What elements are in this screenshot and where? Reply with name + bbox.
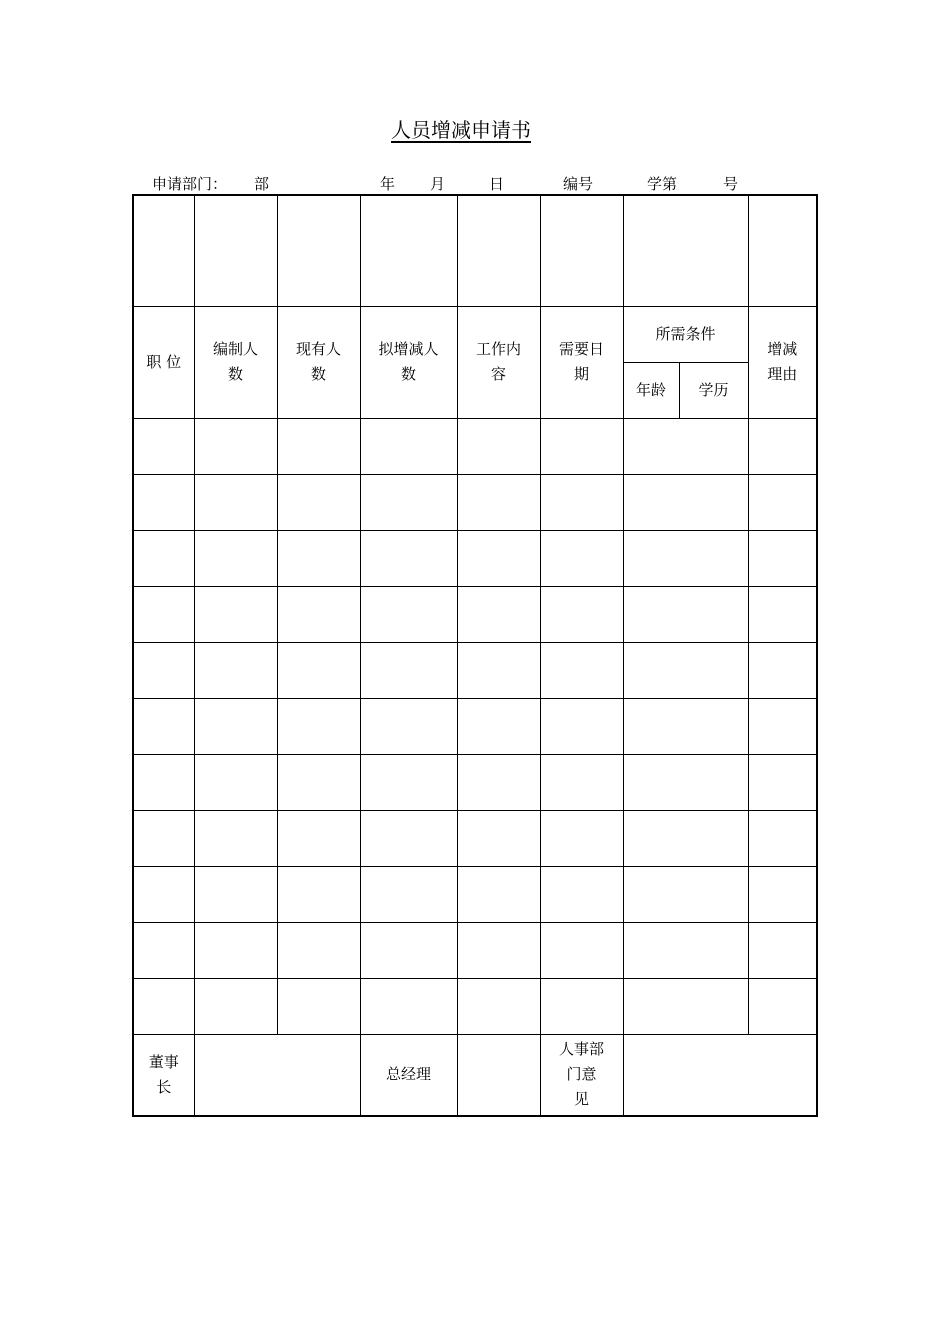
blank-cell[interactable] <box>133 195 194 306</box>
entry-cell[interactable] <box>457 922 540 978</box>
entry-cell[interactable] <box>540 866 623 922</box>
entry-cell[interactable] <box>360 978 457 1034</box>
entry-cell[interactable] <box>360 418 457 474</box>
blank-cell[interactable] <box>277 195 360 306</box>
entry-cell[interactable] <box>623 922 748 978</box>
entry-cell[interactable] <box>540 474 623 530</box>
entry-cell[interactable] <box>457 866 540 922</box>
entry-cell[interactable] <box>457 530 540 586</box>
entry-cell[interactable] <box>540 698 623 754</box>
entry-cell[interactable] <box>748 586 817 642</box>
entry-cell[interactable] <box>748 698 817 754</box>
entry-cell[interactable] <box>748 922 817 978</box>
gm-label: 总经理 <box>360 1034 457 1116</box>
entry-cell[interactable] <box>194 978 277 1034</box>
hao-label: 号 <box>723 175 739 193</box>
blank-cell[interactable] <box>623 195 748 306</box>
table-row <box>133 978 817 1034</box>
entry-cell[interactable] <box>277 978 360 1034</box>
entry-cell[interactable] <box>457 810 540 866</box>
xue-di-label: 学第 <box>647 175 678 193</box>
entry-cell[interactable] <box>277 698 360 754</box>
entry-cell[interactable] <box>360 586 457 642</box>
entry-cell[interactable] <box>194 586 277 642</box>
table-row <box>133 754 817 810</box>
entry-cell[interactable] <box>277 418 360 474</box>
entry-cell[interactable] <box>748 642 817 698</box>
entry-cell[interactable] <box>360 642 457 698</box>
table-row <box>133 418 817 474</box>
entry-cell[interactable] <box>623 978 748 1034</box>
day-label: 日 <box>489 175 505 193</box>
blank-cell[interactable] <box>194 195 277 306</box>
apply-dept-label: 申请部门： <box>152 175 228 193</box>
entry-cell[interactable] <box>360 866 457 922</box>
entry-cell[interactable] <box>133 866 194 922</box>
entry-cell[interactable] <box>194 474 277 530</box>
table-row <box>133 810 817 866</box>
blank-cell[interactable] <box>457 195 540 306</box>
table-row <box>133 698 817 754</box>
entry-cell[interactable] <box>540 978 623 1034</box>
entry-cell[interactable] <box>457 642 540 698</box>
table-row <box>133 866 817 922</box>
entry-cell[interactable] <box>133 474 194 530</box>
signature-row <box>133 1034 817 1116</box>
header-work: 工作内 容 <box>457 306 540 418</box>
entry-cell[interactable] <box>540 754 623 810</box>
entry-cell[interactable] <box>194 418 277 474</box>
application-form-table <box>132 194 818 1117</box>
entry-cell[interactable] <box>133 978 194 1034</box>
data-rows <box>133 418 817 1034</box>
blank-cell[interactable] <box>748 195 817 306</box>
entry-cell[interactable] <box>623 474 748 530</box>
entry-cell[interactable] <box>133 418 194 474</box>
entry-cell[interactable] <box>457 754 540 810</box>
hr-opinion-label: 人事部 门意 见 <box>540 1034 623 1116</box>
entry-cell[interactable] <box>277 530 360 586</box>
entry-cell[interactable] <box>277 586 360 642</box>
entry-cell[interactable] <box>360 530 457 586</box>
entry-cell[interactable] <box>623 754 748 810</box>
entry-cell[interactable] <box>133 530 194 586</box>
entry-cell[interactable] <box>623 642 748 698</box>
header-conditions: 所需条件 <box>623 306 748 362</box>
blank-cell[interactable] <box>540 195 623 306</box>
entry-cell[interactable] <box>540 922 623 978</box>
entry-cell[interactable] <box>457 418 540 474</box>
entry-cell[interactable] <box>623 418 748 474</box>
entry-cell[interactable] <box>623 698 748 754</box>
header-education: 学历 <box>679 362 748 418</box>
entry-cell[interactable] <box>623 866 748 922</box>
table-row <box>133 530 817 586</box>
entry-cell[interactable] <box>540 810 623 866</box>
entry-cell[interactable] <box>277 474 360 530</box>
entry-cell[interactable] <box>623 586 748 642</box>
entry-cell[interactable] <box>194 866 277 922</box>
header-date: 需要日 期 <box>540 306 623 418</box>
table-row <box>133 586 817 642</box>
entry-cell[interactable] <box>194 922 277 978</box>
entry-cell[interactable] <box>360 810 457 866</box>
header-reason: 增减 理由 <box>748 306 817 418</box>
entry-cell[interactable] <box>748 866 817 922</box>
entry-cell[interactable] <box>748 810 817 866</box>
entry-cell[interactable] <box>277 754 360 810</box>
entry-cell[interactable] <box>277 866 360 922</box>
entry-cell[interactable] <box>540 418 623 474</box>
header-quota: 编制人 数 <box>194 306 277 418</box>
blank-cell[interactable] <box>360 195 457 306</box>
entry-cell[interactable] <box>457 474 540 530</box>
entry-cell[interactable] <box>748 530 817 586</box>
entry-cell[interactable] <box>194 754 277 810</box>
dept-suffix: 部 <box>254 175 270 193</box>
entry-cell[interactable] <box>360 754 457 810</box>
header-planned: 拟增减人 数 <box>360 306 457 418</box>
entry-cell[interactable] <box>457 978 540 1034</box>
entry-cell[interactable] <box>277 922 360 978</box>
table-row <box>133 642 817 698</box>
entry-cell[interactable] <box>748 418 817 474</box>
entry-cell[interactable] <box>360 698 457 754</box>
entry-cell[interactable] <box>748 754 817 810</box>
entry-cell[interactable] <box>457 698 540 754</box>
entry-cell[interactable] <box>133 754 194 810</box>
header-position: 职 位 <box>133 306 194 418</box>
entry-cell[interactable] <box>194 642 277 698</box>
entry-cell[interactable] <box>623 810 748 866</box>
chairman-label: 董事 长 <box>133 1034 194 1116</box>
entry-cell[interactable] <box>360 474 457 530</box>
entry-cell[interactable] <box>133 642 194 698</box>
entry-cell[interactable] <box>457 586 540 642</box>
entry-cell[interactable] <box>748 474 817 530</box>
gm-signature-field[interactable] <box>457 1034 540 1116</box>
hr-opinion-field[interactable] <box>623 1034 817 1116</box>
entry-cell[interactable] <box>194 698 277 754</box>
table-row <box>133 922 817 978</box>
year-label: 年 <box>380 175 396 193</box>
header-row-1 <box>133 306 817 362</box>
entry-cell[interactable] <box>540 530 623 586</box>
entry-cell[interactable] <box>133 922 194 978</box>
entry-cell[interactable] <box>540 586 623 642</box>
entry-cell[interactable] <box>360 922 457 978</box>
header-current: 现有人 数 <box>277 306 360 418</box>
entry-cell[interactable] <box>133 698 194 754</box>
entry-cell[interactable] <box>133 586 194 642</box>
table-row <box>133 474 817 530</box>
blank-top-row <box>133 195 817 306</box>
entry-cell[interactable] <box>194 810 277 866</box>
chairman-signature-field[interactable] <box>194 1034 360 1116</box>
entry-cell[interactable] <box>277 642 360 698</box>
entry-cell[interactable] <box>277 810 360 866</box>
entry-cell[interactable] <box>623 530 748 586</box>
entry-cell[interactable] <box>133 810 194 866</box>
header-age: 年龄 <box>623 362 679 418</box>
month-label: 月 <box>430 175 446 193</box>
serial-label: 编号 <box>563 175 594 193</box>
page-title: 人员增减申请书 <box>391 118 531 142</box>
entry-cell[interactable] <box>748 978 817 1034</box>
entry-cell[interactable] <box>540 642 623 698</box>
entry-cell[interactable] <box>194 530 277 586</box>
